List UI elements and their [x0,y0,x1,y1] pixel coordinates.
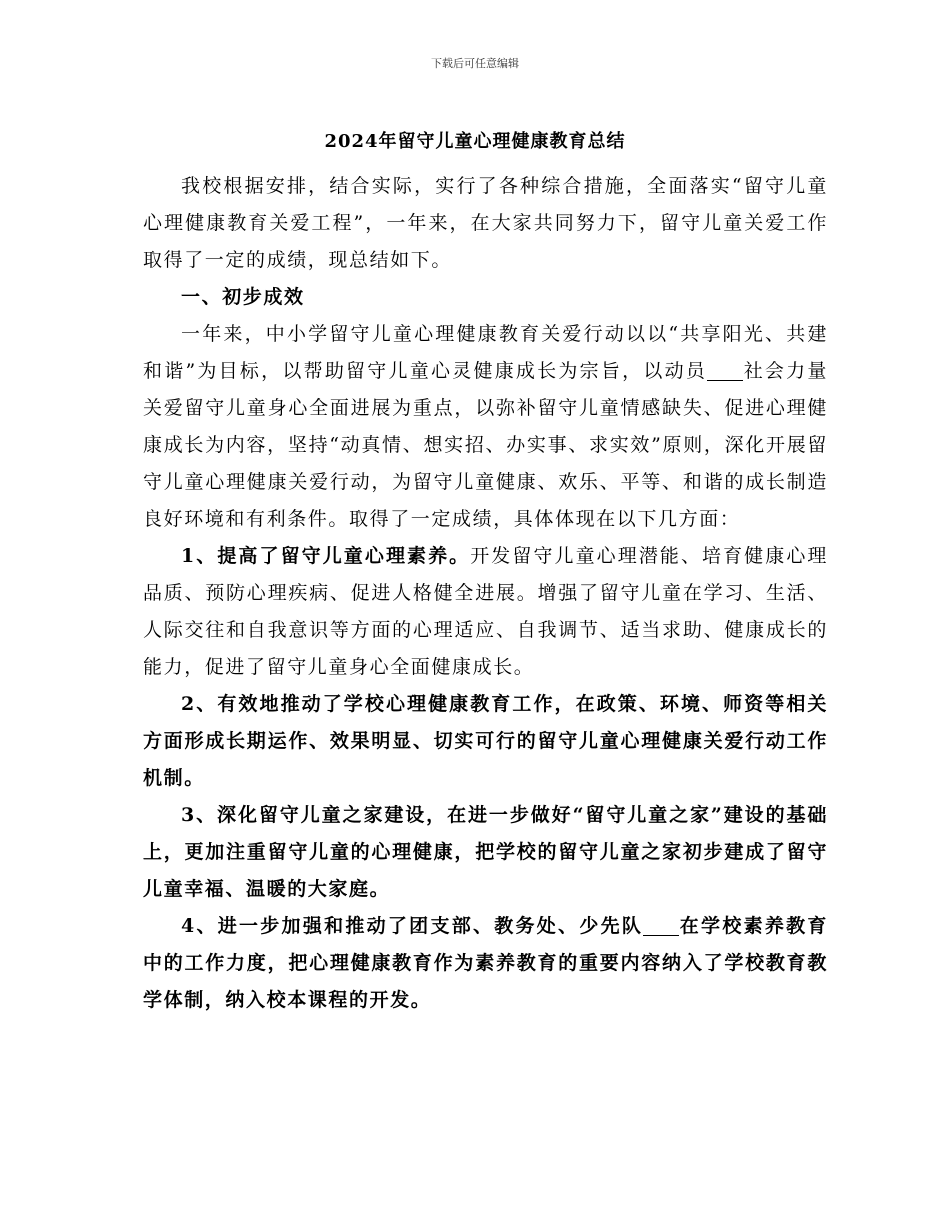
intro-paragraph: 我校根据安排，结合实际，实行了各种综合措施，全面落实“留守儿童心理健康教育关爱工程”，一年来，在大家共同努力下，留守儿童关爱工作取得了一定的成绩，现总结如下。 [143,175,828,271]
item-3-paragraph: 3、深化留守儿童之家建设，在进一步做好“留守儿童之家”建设的基础上，更加注重留守儿童的心理健康，把学校的留守儿童之家初步建成了留守儿童幸福、温暖的大家庭。 [143,804,828,900]
item-1-lead: 1、提高了留守儿童心理素养。 [181,545,471,567]
results-paragraph [143,316,828,538]
page-header: 下载后可任意编辑 [431,57,519,70]
item-1-text: 开发留守儿童心理潜能、培育健康心理品质、预防心理疾病、促进人格健全进展。增强了留守儿童在学习、生活、人际交往和自我意识等方面的心理适应、自我调节、适当求助、健康成长的能力，促进了留守儿童身心全面健康成长。 [143,545,828,678]
section-heading: 一、初步成效 [181,286,305,308]
document-title: 2024年留守儿童心理健康教育总结 [324,131,626,152]
results-text-part1: 一年来，中小学留守儿童心理健康教育关爱行动以以“共享阳光、共建和谐”为目标，以帮助留守儿童心灵健康成长为宗旨，以动员 [143,323,828,382]
item-4-text-part2: 在学校素养教育中的工作力度，把心理健康教育作为素养教育的重要内容纳入了学校教育教学体制，纳入校本课程的开发。 [143,915,829,1011]
item-2-paragraph: 2、有效地推动了学校心理健康教育工作，在政策、环境、师资等相关方面形成长期运作、效果明显、切实可行的留守儿童心理健康关爱行动工作机制。 [143,693,828,789]
item-4-paragraph [143,908,828,1019]
results-text-part2: 社会力量关爱留守儿童身心全面进展为重点，以弥补留守儿童情感缺失、促进心理健康成长为内容，坚持“动真情、想实招、办实事、求实效”原则，深化开展留守儿童心理健康关爱行动，为留守儿童健康、欢乐、平等、和谐的成长制造良好环境和有利条件。取得了一定成绩，具体体现在以下几方面： [143,360,829,530]
fill-blank [643,916,679,936]
item-4-text-part1: 4、进一步加强和推动了团支部、教务处、少先队 [181,915,644,937]
fill-blank [707,361,743,381]
item-1-paragraph [143,538,828,686]
document-body [143,168,828,1019]
